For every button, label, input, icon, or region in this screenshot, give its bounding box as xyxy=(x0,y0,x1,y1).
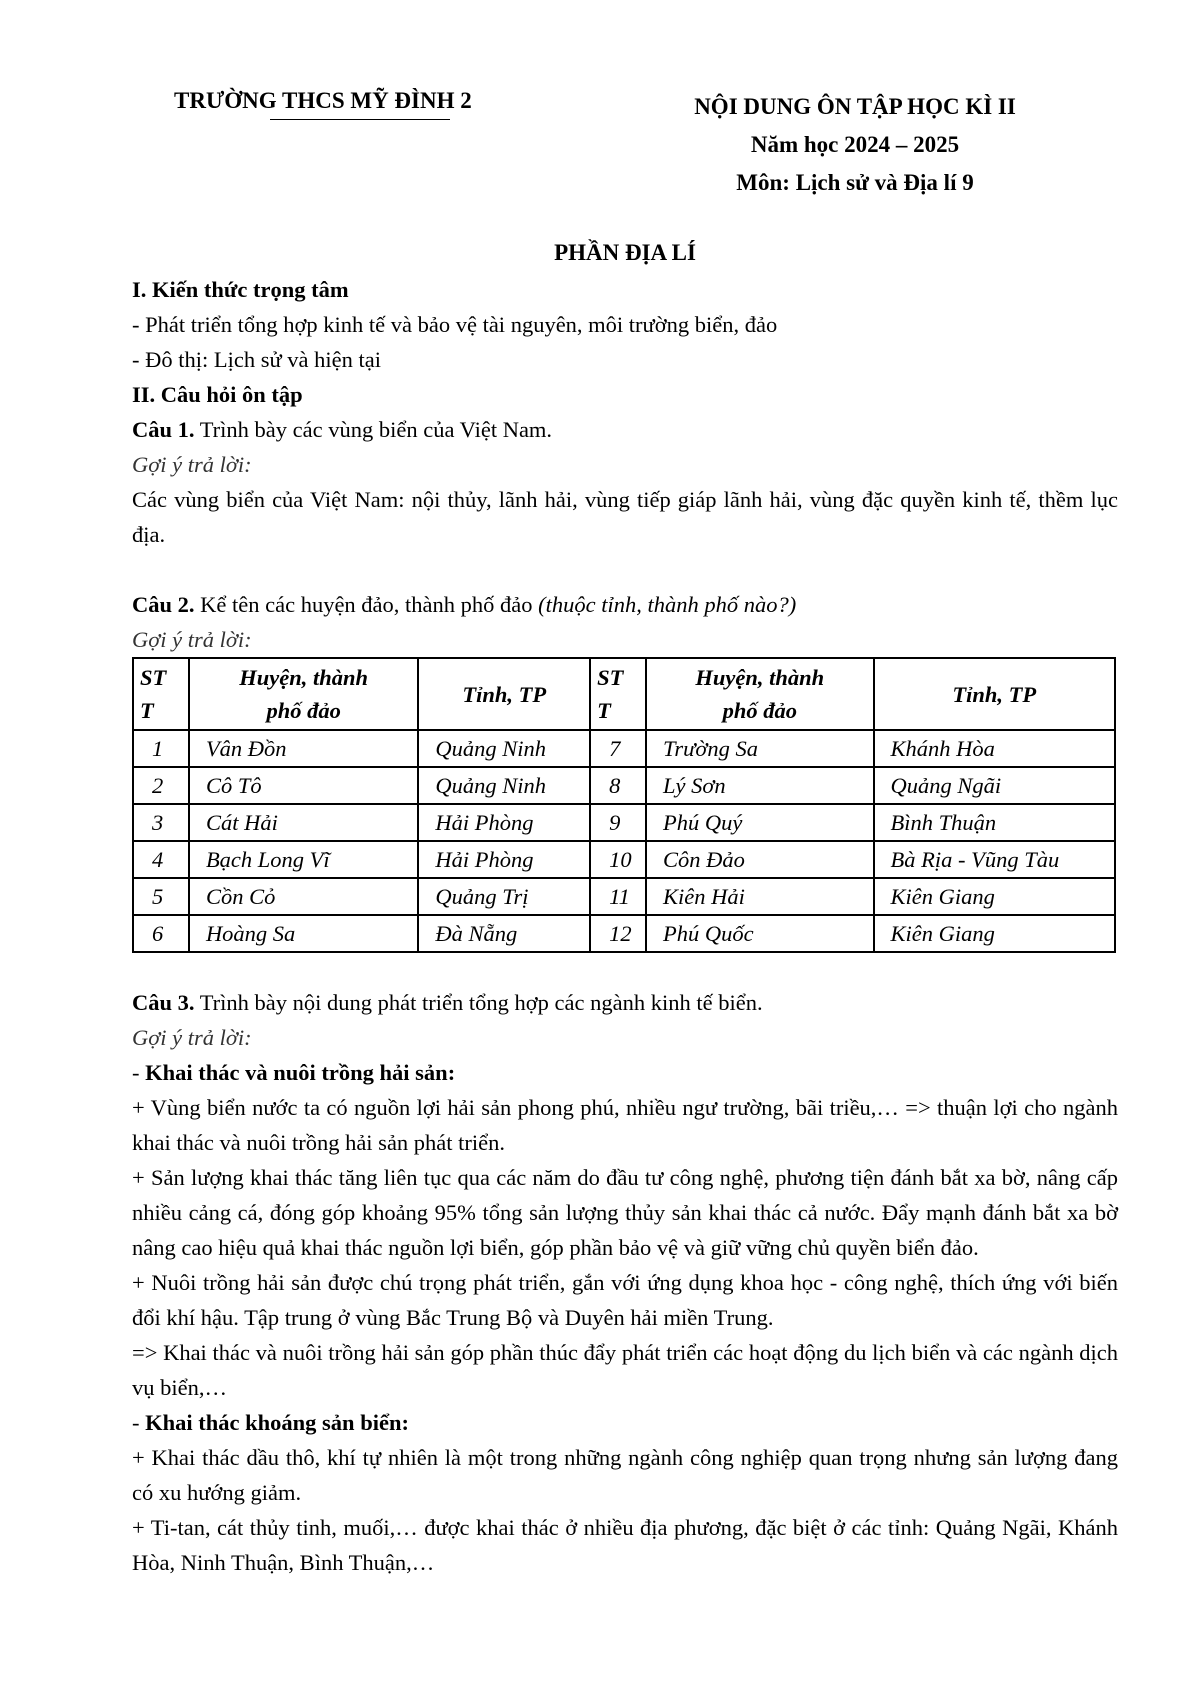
island-name: Bạch Long Vĩ xyxy=(189,841,418,878)
question-1-hint: Gợi ý trả lời: xyxy=(132,452,252,477)
island-name: Côn Đảo xyxy=(646,841,873,878)
row-number: 8 xyxy=(590,767,646,804)
subsection-2-heading: - Khai thác khoáng sản biển: xyxy=(132,1410,409,1435)
row-number: 3 xyxy=(133,804,189,841)
island-name: Hoàng Sa xyxy=(189,915,418,952)
question-1 xyxy=(132,412,1118,447)
part1-item-2: - Đô thị: Lịch sử và hiện tại xyxy=(132,347,382,372)
question-2 xyxy=(132,587,1118,622)
row-number: 1 xyxy=(133,730,189,767)
island-province: Quảng Ninh xyxy=(418,730,590,767)
question-2-text: Kể tên các huyện đảo, thành phố đảo xyxy=(194,592,539,617)
question-2-label: Câu 2. xyxy=(132,592,195,617)
island-name: Lý Sơn xyxy=(646,767,873,804)
document-header xyxy=(645,88,1065,202)
part2-heading: II. Câu hỏi ôn tập xyxy=(132,382,303,407)
question-2-hint: Gợi ý trả lời: xyxy=(132,627,252,652)
header-name-left: Huyện, thành phố đảo xyxy=(189,658,418,730)
subsection-1-para-2: + Sản lượng khai thác tăng liên tục qua các năm do đầu tư công nghệ, phương tiện đánh bắt xa bờ, nâng cấp nhiều cảng cá, đóng góp khoảng 95% tổng sản lượng thủy sản khai thác cả nước. Đẩy mạnh đánh bắt xa bờ nâng cao hiệu quả khai thác nguồn lợi biển, góp phần bảo vệ và giữ vững chủ quyền biển đảo. xyxy=(132,1165,1118,1260)
island-name: Cồn Cỏ xyxy=(189,878,418,915)
island-province: Quảng Ninh xyxy=(418,767,590,804)
question-1-text: Trình bày các vùng biển của Việt Nam. xyxy=(194,417,553,442)
island-province: Kiên Giang xyxy=(874,915,1115,952)
island-province: Khánh Hòa xyxy=(874,730,1115,767)
intro-block xyxy=(132,272,1118,552)
table-row xyxy=(133,767,1115,804)
row-number: 9 xyxy=(590,804,646,841)
document-title: NỘI DUNG ÔN TẬP HỌC KÌ II xyxy=(694,94,1016,119)
row-number: 6 xyxy=(133,915,189,952)
subject-line: Môn: Lịch sử và Địa lí 9 xyxy=(736,170,974,195)
islands-table xyxy=(132,657,1116,953)
island-province: Hải Phòng xyxy=(418,841,590,878)
part1-item-1: - Phát triển tổng hợp kinh tế và bảo vệ tài nguyên, môi trường biển, đảo xyxy=(132,312,778,337)
island-name: Cát Hải xyxy=(189,804,418,841)
question-3-block xyxy=(132,985,1118,1580)
island-province: Quảng Trị xyxy=(418,878,590,915)
row-number: 11 xyxy=(590,878,646,915)
question-3-hint: Gợi ý trả lời: xyxy=(132,1025,252,1050)
table-row xyxy=(133,804,1115,841)
part1-heading: I. Kiến thức trọng tâm xyxy=(132,277,349,302)
table-header-row xyxy=(133,658,1115,730)
island-province: Kiên Giang xyxy=(874,878,1115,915)
island-province: Quảng Ngãi xyxy=(874,767,1115,804)
island-province: Đà Nẵng xyxy=(418,915,590,952)
island-name: Cô Tô xyxy=(189,767,418,804)
school-name-underline xyxy=(270,119,450,120)
island-name: Phú Quốc xyxy=(646,915,873,952)
question-3 xyxy=(132,985,1118,1020)
subsection-1-para-1: + Vùng biển nước ta có nguồn lợi hải sản phong phú, nhiều ngư trường, bãi triều,… => thuận lợi cho ngành khai thác và nuôi trồng hải sản phát triển. xyxy=(132,1095,1118,1155)
row-number: 10 xyxy=(590,841,646,878)
question-1-label: Câu 1. xyxy=(132,417,195,442)
subsection-2-para-2: + Ti-tan, cát thủy tinh, muối,… được khai thác ở nhiều địa phương, đặc biệt ở các tỉnh: Quảng Ngãi, Khánh Hòa, Ninh Thuận, Bình Thuận,… xyxy=(132,1515,1118,1575)
row-number: 2 xyxy=(133,767,189,804)
table-row xyxy=(133,841,1115,878)
question-3-text: Trình bày nội dung phát triển tổng hợp các ngành kinh tế biển. xyxy=(194,990,763,1015)
question-1-answer: Các vùng biển của Việt Nam: nội thủy, lãnh hải, vùng tiếp giáp lãnh hải, vùng đặc quyền kinh tế, thềm lục địa. xyxy=(132,487,1118,547)
row-number: 5 xyxy=(133,878,189,915)
school-name: TRƯỜNG THCS MỸ ĐÌNH 2 xyxy=(174,88,472,113)
island-province: Hải Phòng xyxy=(418,804,590,841)
island-name: Vân Đồn xyxy=(189,730,418,767)
island-province: Bình Thuận xyxy=(874,804,1115,841)
header-province-left: Tỉnh, TP xyxy=(418,658,590,730)
table-row xyxy=(133,878,1115,915)
subsection-1-para-4: => Khai thác và nuôi trồng hải sản góp phần thúc đẩy phát triển các hoạt động du lịch biển và các ngành dịch vụ biển,… xyxy=(132,1340,1118,1400)
island-name: Trường Sa xyxy=(646,730,873,767)
header-name-right: Huyện, thành phố đảo xyxy=(646,658,873,730)
section-title: PHẦN ĐỊA LÍ xyxy=(554,240,696,265)
header-stt-left: ST T xyxy=(133,658,189,730)
school-year: Năm học 2024 – 2025 xyxy=(750,132,960,157)
question-3-label: Câu 3. xyxy=(132,990,195,1015)
subsection-1-para-3: + Nuôi trồng hải sản được chú trọng phát triển, gắn với ứng dụng khoa học - công nghệ, thích ứng với biến đổi khí hậu. Tập trung ở vùng Bắc Trung Bộ và Duyên hải miền Trung. xyxy=(132,1270,1118,1330)
header-stt-right: ST T xyxy=(590,658,646,730)
header-province-right: Tỉnh, TP xyxy=(874,658,1115,730)
island-name: Kiên Hải xyxy=(646,878,873,915)
subsection-1-heading: - Khai thác và nuôi trồng hải sản: xyxy=(132,1060,456,1085)
island-name: Phú Quý xyxy=(646,804,873,841)
table-row xyxy=(133,915,1115,952)
island-province: Bà Rịa - Vũng Tàu xyxy=(874,841,1115,878)
subsection-2-para-1: + Khai thác dầu thô, khí tự nhiên là một trong những ngành công nghiệp quan trọng nhưng sản lượng đang có xu hướng giảm. xyxy=(132,1445,1118,1505)
row-number: 4 xyxy=(133,841,189,878)
table-row xyxy=(133,730,1115,767)
row-number: 12 xyxy=(590,915,646,952)
question-2-note: (thuộc tỉnh, thành phố nào?) xyxy=(538,592,797,617)
row-number: 7 xyxy=(590,730,646,767)
question-2-block xyxy=(132,587,1118,657)
